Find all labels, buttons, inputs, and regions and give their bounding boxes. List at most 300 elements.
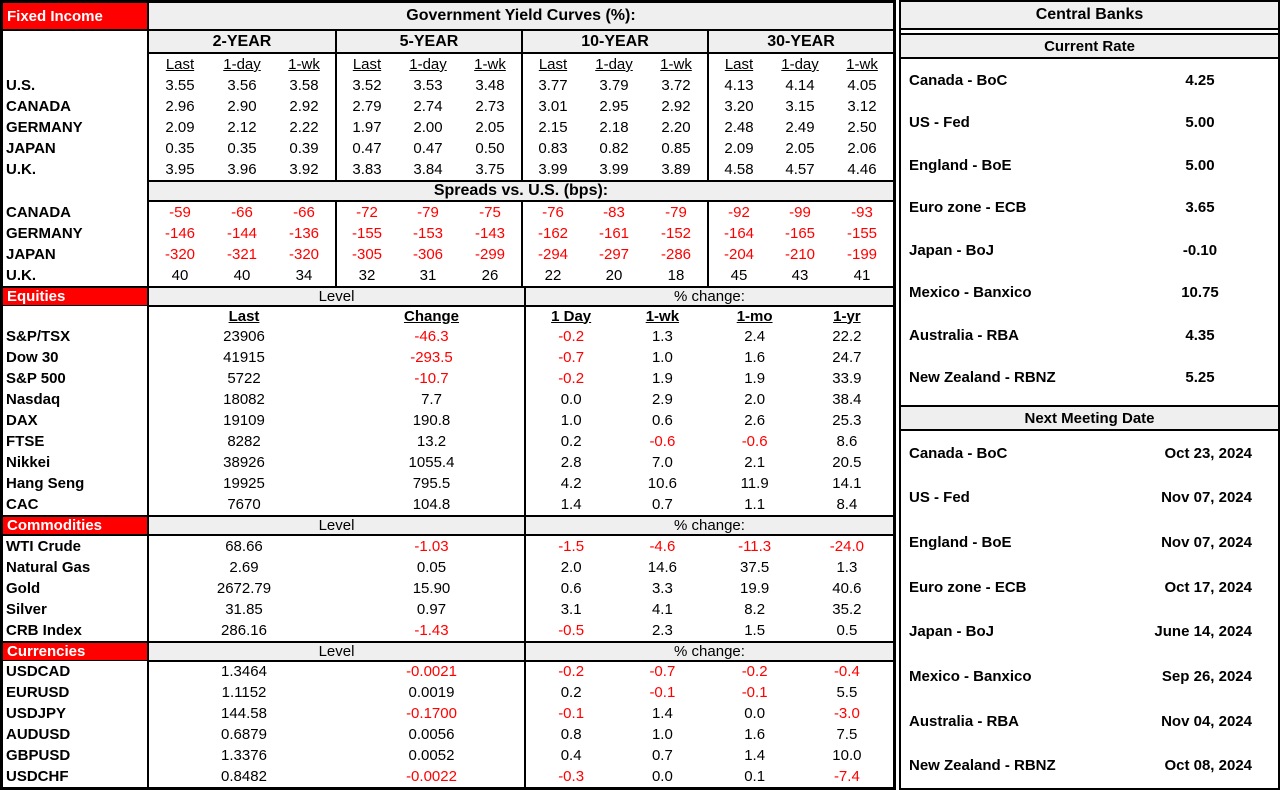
value-cell: -0.3 [524, 766, 616, 787]
bank-label: Australia - RBA [909, 712, 1020, 730]
value-cell: -165 [784, 225, 816, 242]
value-cell: -136 [288, 225, 320, 242]
value-cell: 2.09 [165, 119, 195, 136]
value-cell: -72 [335, 202, 397, 223]
meeting-date-value: June 14, 2024 [1154, 623, 1252, 641]
bank-label: US - Fed [909, 114, 970, 132]
bank-rate-row [901, 357, 1278, 400]
tenor-empty-label [3, 31, 149, 54]
column-header: 1-wk [288, 56, 320, 73]
value-cell: 3.12 [847, 98, 877, 115]
row-label: CANADA [3, 96, 149, 117]
commodities-pct-change-header: % change: [524, 517, 893, 536]
value-cell: 3.20 [707, 96, 769, 117]
value-cell: -0.2 [524, 326, 616, 347]
value-cell: 0.8482 [221, 768, 267, 785]
column-header: 1-yr [833, 307, 861, 325]
bank-label: US - Fed [909, 489, 970, 507]
meeting-date-value: Nov 04, 2024 [1161, 712, 1252, 730]
equity-row [3, 326, 893, 347]
yield-row [3, 159, 893, 180]
value-cell: 41 [853, 267, 871, 284]
value-cell: 1.4 [524, 494, 616, 515]
commodity-row [3, 578, 893, 599]
meeting-date-value: Oct 08, 2024 [1164, 757, 1252, 775]
central-banks-panel [899, 0, 1280, 790]
current-rate-rows [901, 59, 1278, 399]
meeting-row [901, 743, 1278, 788]
bank-label: Japan - BoJ [909, 623, 995, 641]
value-cell: 2.0 [744, 391, 766, 408]
spread-rows [3, 202, 893, 286]
value-cell: 1.4 [744, 747, 766, 764]
bank-label: New Zealand - RBNZ [909, 369, 1056, 387]
bank-label: England - BoE [909, 534, 1012, 552]
value-cell: 0.05 [416, 559, 447, 576]
value-cell: 2.48 [707, 117, 769, 138]
value-cell: 2.20 [661, 119, 691, 136]
value-cell: 3.75 [475, 161, 505, 178]
equity-row [3, 410, 893, 431]
value-cell: -24.0 [829, 538, 864, 555]
row-label: Gold [3, 578, 149, 599]
value-cell: 1.0 [651, 726, 673, 743]
value-cell: -3.0 [833, 705, 860, 722]
fixed-income-header-row [3, 3, 893, 31]
value-cell: -286 [660, 246, 692, 263]
value-cell: 4.13 [707, 75, 769, 96]
value-cell: 18082 [223, 391, 265, 408]
value-cell: -66 [231, 204, 253, 221]
row-label: GERMANY [3, 223, 149, 244]
equity-row [3, 389, 893, 410]
row-label: JAPAN [3, 138, 149, 159]
column-header: 1-day [781, 56, 819, 73]
bank-label: Australia - RBA [909, 326, 1020, 344]
value-cell: -161 [598, 225, 630, 242]
value-cell: -1.03 [414, 538, 449, 555]
equities-header-row [3, 286, 893, 306]
value-cell: 3.77 [521, 75, 583, 96]
meeting-row [901, 699, 1278, 744]
fixed-income-section-label: Fixed Income [3, 3, 149, 29]
central-banks-title: Central Banks [901, 2, 1278, 30]
value-cell: 0.6879 [221, 726, 267, 743]
value-cell: 795.5 [412, 475, 451, 492]
value-cell: 0.0 [744, 705, 766, 722]
value-cell: 40.6 [832, 580, 862, 597]
value-cell: 1.4 [651, 705, 673, 722]
value-cell: 1.9 [651, 370, 673, 387]
value-cell: 3.1 [524, 599, 616, 620]
value-cell: 2.4 [744, 328, 766, 345]
equity-rows [3, 326, 893, 515]
value-cell: -305 [335, 244, 397, 265]
value-cell: -306 [412, 246, 444, 263]
meeting-row [901, 565, 1278, 610]
value-cell: 1.97 [335, 117, 397, 138]
value-cell: -0.2 [524, 661, 616, 682]
value-cell: 0.0052 [408, 747, 455, 764]
row-label: USDJPY [3, 703, 149, 724]
value-cell: 1.3 [836, 559, 858, 576]
value-cell: 38926 [223, 454, 265, 471]
value-cell: -0.2 [524, 368, 616, 389]
value-cell: 40 [171, 267, 189, 284]
currency-row [3, 682, 893, 703]
commodity-row [3, 620, 893, 641]
value-cell: -0.7 [649, 663, 676, 680]
value-cell: 1.6 [744, 349, 766, 366]
bank-rate-value: 5.00 [1185, 156, 1215, 174]
row-label: EURUSD [3, 682, 149, 703]
row-label: USDCAD [3, 661, 149, 682]
value-cell: 25.3 [832, 412, 862, 429]
row-label: JAPAN [3, 244, 149, 265]
value-cell: 1.1 [744, 496, 766, 513]
value-cell: 37.5 [740, 559, 770, 576]
currency-rows [3, 661, 893, 787]
value-cell: 0.82 [599, 140, 629, 157]
commodities-section-label: Commodities [3, 517, 149, 536]
value-cell: 4.2 [524, 473, 616, 494]
row-label: CANADA [3, 202, 149, 223]
yield-row [3, 75, 893, 96]
value-cell: 24.7 [832, 349, 862, 366]
value-cell: -66 [293, 204, 315, 221]
value-cell: 7.0 [651, 454, 673, 471]
value-cell: 3.3 [651, 580, 673, 597]
value-cell: 0.7 [651, 747, 673, 764]
yield-curves-title: Government Yield Curves (%): [149, 3, 893, 29]
value-cell: -299 [474, 246, 506, 263]
value-cell: -0.1 [649, 684, 676, 701]
value-cell: 4.05 [847, 77, 877, 94]
value-cell: 3.72 [661, 77, 691, 94]
value-cell: -146 [164, 225, 196, 242]
value-cell: -79 [417, 204, 439, 221]
row-label: Natural Gas [3, 557, 149, 578]
value-cell: 3.95 [165, 161, 195, 178]
value-cell: 1.1152 [221, 684, 267, 701]
value-cell: 26 [481, 267, 499, 284]
spreads-empty-label [3, 180, 149, 202]
value-cell: 0.8 [524, 724, 616, 745]
value-cell: 40 [233, 267, 251, 284]
bank-rate-value: 5.00 [1185, 114, 1215, 132]
meeting-date-value: Sep 26, 2024 [1161, 667, 1252, 685]
equities-level-header: Level [149, 288, 524, 307]
value-cell: 0.47 [413, 140, 443, 157]
value-cell: 38.4 [832, 391, 862, 408]
meeting-date-value: Nov 07, 2024 [1161, 489, 1252, 507]
value-cell: 1.9 [744, 370, 766, 387]
bank-label: New Zealand - RBNZ [909, 757, 1056, 775]
value-cell: -152 [660, 225, 692, 242]
value-cell: -321 [226, 246, 258, 263]
column-header: Change [403, 307, 459, 325]
column-header: 1-wk [660, 56, 692, 73]
row-label: Dow 30 [3, 347, 149, 368]
value-cell: 5.5 [836, 684, 858, 701]
currency-row [3, 724, 893, 745]
value-cell: 19.9 [740, 580, 770, 597]
value-cell: 7.7 [421, 391, 442, 408]
value-cell: 0.83 [521, 138, 583, 159]
value-cell: 3.99 [521, 159, 583, 180]
value-cell: 2.95 [599, 98, 629, 115]
next-meeting-header: Next Meeting Date [901, 405, 1278, 431]
row-label: GERMANY [3, 117, 149, 138]
column-header: 1-mo [736, 307, 773, 325]
value-cell: 2.00 [413, 119, 443, 136]
value-cell: 1.0 [651, 349, 673, 366]
value-cell: 2.69 [229, 559, 259, 576]
value-cell: 2.6 [744, 412, 766, 429]
value-cell: 3.55 [165, 77, 195, 94]
value-cell: 8.6 [836, 433, 858, 450]
value-cell: 2.09 [707, 138, 769, 159]
bank-rate-row [901, 272, 1278, 315]
value-cell: -46.3 [414, 328, 449, 345]
value-cell: 144.58 [221, 705, 267, 722]
currencies-section-label: Currencies [3, 643, 149, 662]
value-cell: 18 [667, 267, 685, 284]
row-label: Nasdaq [3, 389, 149, 410]
value-cell: -1.43 [414, 622, 449, 639]
row-label: DAX [3, 410, 149, 431]
value-cell: -0.1 [741, 684, 768, 701]
value-cell: 13.2 [416, 433, 447, 450]
currency-row [3, 745, 893, 766]
meeting-row [901, 431, 1278, 476]
value-cell: 0.6 [651, 412, 673, 429]
value-cell: -0.0021 [406, 663, 457, 680]
value-cell: -0.7 [524, 347, 616, 368]
currency-row [3, 766, 893, 787]
value-cell: 286.16 [221, 622, 267, 639]
value-cell: -92 [707, 202, 769, 223]
value-cell: 0.0019 [408, 684, 455, 701]
value-cell: 2.8 [524, 452, 616, 473]
column-header: 1-wk [474, 56, 506, 73]
value-cell: 8.2 [744, 601, 766, 618]
value-cell: 1.3464 [221, 663, 267, 680]
value-cell: 0.6 [524, 578, 616, 599]
value-cell: 3.84 [413, 161, 443, 178]
value-cell: -0.5 [524, 620, 616, 641]
commodities-level-header: Level [149, 517, 524, 536]
value-cell: 19925 [223, 475, 265, 492]
equity-row [3, 452, 893, 473]
value-cell: -75 [479, 204, 501, 221]
value-cell: 0.0 [524, 389, 616, 410]
value-cell: 3.89 [661, 161, 691, 178]
value-cell: 2.1 [744, 454, 766, 471]
value-cell: -0.6 [649, 433, 676, 450]
value-cell: 2.90 [227, 98, 257, 115]
row-label: S&P 500 [3, 368, 149, 389]
column-header: 1 Day [524, 306, 616, 326]
bank-rate-value: 4.35 [1185, 326, 1215, 344]
value-cell: 1.0 [524, 410, 616, 431]
commodities-header-row [3, 515, 893, 536]
bank-label: Euro zone - ECB [909, 199, 1027, 217]
value-cell: -144 [226, 225, 258, 242]
value-cell: -0.6 [741, 433, 768, 450]
column-header: Last [521, 54, 583, 75]
meeting-row [901, 610, 1278, 655]
spread-row [3, 265, 893, 286]
value-cell: -210 [784, 246, 816, 263]
value-cell: -320 [288, 246, 320, 263]
value-cell: -0.1 [524, 703, 616, 724]
bank-rate-row [901, 144, 1278, 187]
equity-row [3, 473, 893, 494]
value-cell: 2.50 [847, 119, 877, 136]
value-cell: 2.74 [413, 98, 443, 115]
value-cell: 1.3376 [221, 747, 267, 764]
currency-row [3, 661, 893, 682]
bank-label: England - BoE [909, 156, 1012, 174]
value-cell: 22 [521, 265, 583, 286]
row-label: CRB Index [3, 620, 149, 641]
value-cell: 10.6 [647, 475, 677, 492]
value-cell: -294 [521, 244, 583, 265]
value-cell: 3.52 [335, 75, 397, 96]
currencies-header-row [3, 641, 893, 661]
value-cell: 3.92 [289, 161, 319, 178]
value-cell: -4.6 [649, 538, 676, 555]
value-cell: 20 [605, 267, 623, 284]
currency-row [3, 703, 893, 724]
value-cell: 32 [335, 265, 397, 286]
value-cell: 19109 [223, 412, 265, 429]
yield-row [3, 138, 893, 159]
current-rate-header: Current Rate [901, 33, 1278, 59]
yield-subheader-row [3, 54, 893, 75]
value-cell: 0.5 [836, 622, 858, 639]
meeting-date-value: Oct 17, 2024 [1164, 578, 1252, 596]
meeting-date-value: Nov 07, 2024 [1161, 534, 1252, 552]
value-cell: 3.48 [475, 77, 505, 94]
value-cell: 0.35 [227, 140, 257, 157]
value-cell: -1.5 [524, 536, 616, 557]
value-cell: 2.05 [785, 140, 815, 157]
value-cell: -143 [474, 225, 506, 242]
value-cell: 4.57 [785, 161, 815, 178]
bank-label: Canada - BoC [909, 71, 1008, 89]
value-cell: 0.0056 [408, 726, 455, 743]
value-cell: 34 [295, 267, 313, 284]
bank-rate-row [901, 102, 1278, 145]
bank-rate-value: 4.25 [1185, 71, 1215, 89]
value-cell: 3.96 [227, 161, 257, 178]
bank-rate-row [901, 229, 1278, 272]
currencies-pct-change-header: % change: [524, 643, 893, 662]
spread-row [3, 223, 893, 244]
value-cell: 2.0 [524, 557, 616, 578]
tenor-header: 2-YEAR [149, 31, 335, 54]
value-cell: -155 [335, 223, 397, 244]
column-header: Last [335, 54, 397, 75]
value-cell: 2.92 [289, 98, 319, 115]
value-cell: 14.1 [832, 475, 862, 492]
bank-rate-row [901, 314, 1278, 357]
bank-rate-value: 5.25 [1185, 369, 1215, 387]
bank-rate-value: 10.75 [1181, 284, 1219, 302]
value-cell: 0.50 [475, 140, 505, 157]
meeting-row [901, 520, 1278, 565]
row-label: Hang Seng [3, 473, 149, 494]
value-cell: -0.2 [741, 663, 768, 680]
value-cell: 1.3 [651, 328, 673, 345]
tenor-header: 30-YEAR [707, 31, 893, 54]
value-cell: -0.4 [833, 663, 860, 680]
value-cell: 0.35 [165, 140, 195, 157]
tenor-header: 5-YEAR [335, 31, 521, 54]
value-cell: 0.4 [524, 745, 616, 766]
value-cell: 2.9 [651, 391, 673, 408]
column-header: Last [228, 307, 260, 325]
value-cell: 2.22 [289, 119, 319, 136]
value-cell: 3.79 [599, 77, 629, 94]
spreads-header-row [3, 180, 893, 202]
row-label: S&P/TSX [3, 326, 149, 347]
equities-section-label: Equities [3, 288, 149, 307]
bank-label: Euro zone - ECB [909, 578, 1027, 596]
value-cell: 2.12 [227, 119, 257, 136]
bank-rate-value: 3.65 [1185, 199, 1215, 217]
row-label: CAC [3, 494, 149, 515]
value-cell: 2.06 [847, 140, 877, 157]
value-cell: -0.0022 [406, 768, 457, 785]
value-cell: 4.58 [707, 159, 769, 180]
commodity-row [3, 599, 893, 620]
value-cell: 0.2 [524, 682, 616, 703]
equity-row [3, 368, 893, 389]
value-cell: 68.66 [225, 538, 263, 555]
value-cell: 0.39 [289, 140, 319, 157]
bank-rate-value: -0.10 [1182, 241, 1218, 259]
column-header: 1-wk [846, 56, 878, 73]
value-cell: -76 [521, 202, 583, 223]
equities-subheader-row [3, 306, 893, 326]
bank-label: Canada - BoC [909, 444, 1008, 462]
value-cell: 3.53 [413, 77, 443, 94]
value-cell: 45 [707, 265, 769, 286]
value-cell: -79 [665, 204, 687, 221]
spread-row [3, 202, 893, 223]
value-cell: 2672.79 [216, 580, 272, 597]
value-cell: -293.5 [410, 349, 453, 366]
bank-rate-row [901, 187, 1278, 230]
row-label: U.K. [3, 159, 149, 180]
value-cell: 7670 [227, 496, 261, 513]
value-cell: 4.14 [785, 77, 815, 94]
value-cell: 3.99 [599, 161, 629, 178]
bank-label: Mexico - Banxico [909, 284, 1032, 302]
value-cell: -204 [707, 244, 769, 265]
yield-rows [3, 75, 893, 180]
value-cell: -11.3 [738, 538, 772, 555]
value-cell: 0.47 [335, 138, 397, 159]
yield-row [3, 96, 893, 117]
column-header: 1-day [223, 56, 261, 73]
value-cell: 31 [419, 267, 437, 284]
value-cell: 2.49 [785, 119, 815, 136]
value-cell: 7.5 [836, 726, 858, 743]
